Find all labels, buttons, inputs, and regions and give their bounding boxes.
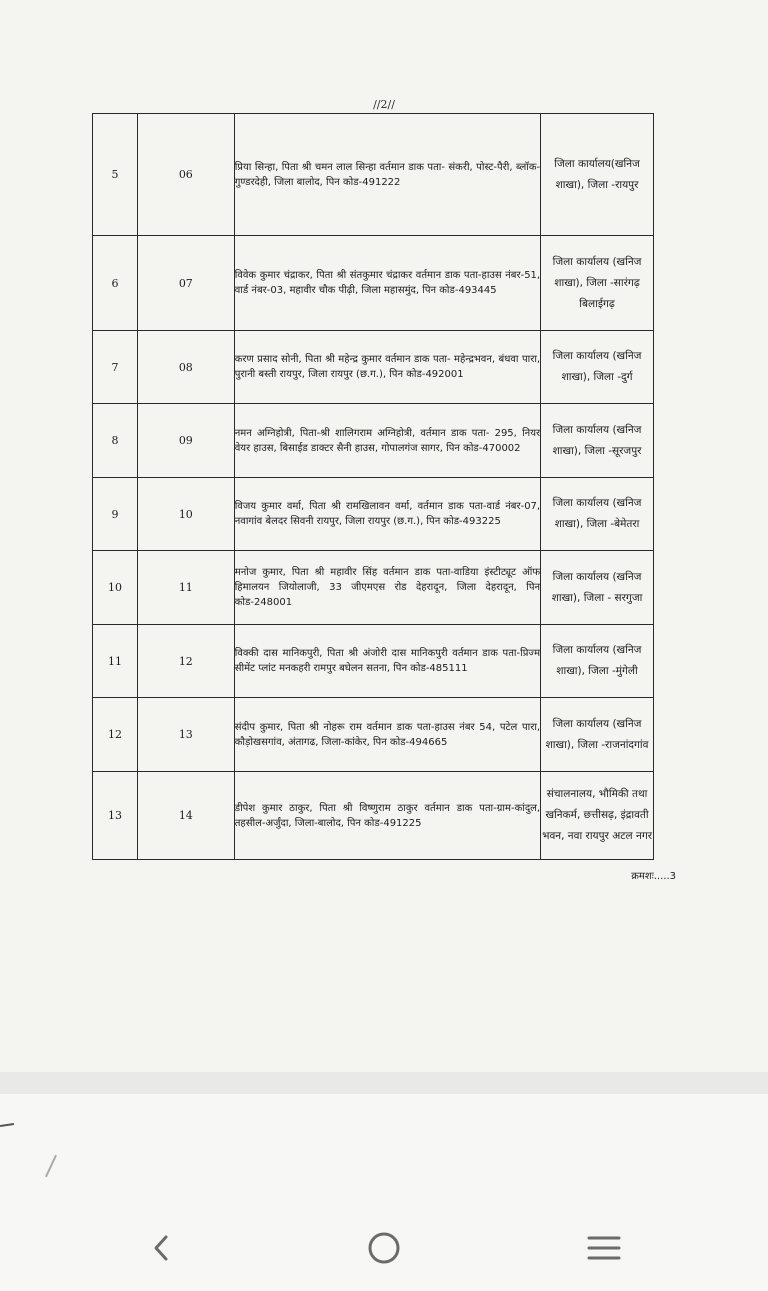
circle-home-icon bbox=[366, 1230, 402, 1266]
candidate-details-cell: करण प्रसाद सोनी, पिता श्री महेन्द्र कुमार वर्तमान डाक पता- महेन्द्रभवन, बंधवा पारा, पुरानी बस्ती रायपुर, जिला रायपुर (छ.ग.), पिन कोड-492001 bbox=[234, 331, 540, 404]
candidate-details-cell: विक्की दास मानिकपुरी, पिता श्री अंजोरी दास मानिकपुरी वर्तमान डाक पता-प्रिज्म सीमेंट प्लांट मनकहरी रामपुर बघेलन सतना, पिन कोड-485111 bbox=[234, 625, 540, 698]
table-row bbox=[93, 551, 654, 625]
office-cell: जिला कार्यालय (खनिज शाखा), जिला -बेमेतरा bbox=[541, 478, 654, 551]
candidate-details-cell: मनोज कुमार, पिता श्री महावीर सिंह वर्तमान डाक पता-वाडिया इंस्टीट्यूट ऑफ हिमालयन जियोलाजी, 33 जीएमएस रोड देहरादून, जिला देहरादून, पिन कोड-248001 bbox=[234, 551, 540, 625]
candidate-details-cell: संदीप कुमार, पिता श्री नोहरू राम वर्तमान डाक पता-हाउस नंबर 54, पटेल पारा, कौड़ोखसगांव, अंतागढ, जिला-कांकेर, पिन कोड-494665 bbox=[234, 698, 540, 772]
table-row bbox=[93, 114, 654, 236]
serial-number-cell: 7 bbox=[93, 331, 138, 404]
serial-number-cell: 13 bbox=[93, 772, 138, 860]
office-cell: जिला कार्यालय(खनिज शाखा), जिला -रायपुर bbox=[541, 114, 654, 236]
recent-apps-button[interactable] bbox=[580, 1224, 628, 1272]
home-button[interactable] bbox=[360, 1224, 408, 1272]
serial-number-cell: 8 bbox=[93, 404, 138, 478]
table-row bbox=[93, 331, 654, 404]
serial-number-cell: 5 bbox=[93, 114, 138, 236]
roll-number-cell: 14 bbox=[137, 772, 234, 860]
candidate-details-cell: विजय कुमार वर्मा, पिता श्री रामखिलावन वर्मा, वर्तमान डाक पता-वार्ड नंबर-07, नवागांव बेलदर सिवनी रायपुर, जिला रायपुर (छ.ग.), पिन कोड-493225 bbox=[234, 478, 540, 551]
office-cell: जिला कार्यालय (खनिज शाखा), जिला - सरगुजा bbox=[541, 551, 654, 625]
office-cell: जिला कार्यालय (खनिज शाखा), जिला -सारंगढ़ बिलाईगढ़ bbox=[541, 236, 654, 331]
candidate-details-cell: नमन अग्निहोत्री, पिता-श्री शालिगराम अग्निहोत्री, वर्तमान डाक पता- 295, नियर वेयर हाउस, बिसाईड डाक्टर सैनी हाउस, गोपालगंज सागर, पिन कोड-470002 bbox=[234, 404, 540, 478]
candidate-details-cell: विवेक कुमार चंद्राकर, पिता श्री संतकुमार चंद्राकर वर्तमान डाक पता-हाउस नंबर-51, वार्ड नंबर-03, महावीर चौक पीढ़ी, जिला महासमुंद, पिन कोड-493445 bbox=[234, 236, 540, 331]
office-cell: जिला कार्यालय (खनिज शाखा), जिला -दुर्ग bbox=[541, 331, 654, 404]
roll-number-cell: 11 bbox=[137, 551, 234, 625]
table-row bbox=[93, 478, 654, 551]
candidate-details-cell: डीपेश कुमार ठाकुर, पिता श्री विष्णुराम ठाकुर वर्तमान डाक पता-ग्राम-कांदुल, तहसील-अर्जुंदा, जिला-बालोद, पिन कोड-491225 bbox=[234, 772, 540, 860]
scan-mark bbox=[45, 1155, 57, 1178]
candidates-table bbox=[92, 113, 654, 860]
serial-number-cell: 9 bbox=[93, 478, 138, 551]
table-row bbox=[93, 772, 654, 860]
serial-number-cell: 6 bbox=[93, 236, 138, 331]
serial-number-cell: 10 bbox=[93, 551, 138, 625]
office-cell: संचालनालय, भौमिकी तथा खनिकर्म, छत्तीसढ़, इंद्रावती भवन, नवा रायपुर अटल नगर bbox=[541, 772, 654, 860]
serial-number-cell: 11 bbox=[93, 625, 138, 698]
roll-number-cell: 13 bbox=[137, 698, 234, 772]
roll-number-cell: 06 bbox=[137, 114, 234, 236]
table-row bbox=[93, 625, 654, 698]
serial-number-cell: 12 bbox=[93, 698, 138, 772]
office-cell: जिला कार्यालय (खनिज शाखा), जिला -राजनांदगांव bbox=[541, 698, 654, 772]
chevron-left-icon bbox=[147, 1233, 177, 1263]
office-cell: जिला कार्यालय (खनिज शाखा), जिला -सूरजपुर bbox=[541, 404, 654, 478]
office-cell: जिला कार्यालय (खनिज शाखा), जिला -मुंगेली bbox=[541, 625, 654, 698]
system-navigation-bar bbox=[0, 1204, 768, 1291]
candidate-details-cell: प्रिया सिन्हा, पिता श्री चमन लाल सिन्हा वर्तमान डाक पता- संकरी, पोस्ट-पैरी, ब्लॉक-गुण्डरदेही, जिला बालोद, पिन कोड-491222 bbox=[234, 114, 540, 236]
roll-number-cell: 09 bbox=[137, 404, 234, 478]
roll-number-cell: 10 bbox=[137, 478, 234, 551]
page-separator bbox=[0, 1072, 768, 1094]
next-page-top bbox=[0, 1094, 768, 1204]
roll-number-cell: 08 bbox=[137, 331, 234, 404]
page-number: //2// bbox=[373, 98, 395, 111]
scan-mark bbox=[0, 1123, 14, 1127]
table-row bbox=[93, 404, 654, 478]
three-lines-menu-icon bbox=[586, 1233, 622, 1263]
table-row bbox=[93, 698, 654, 772]
roll-number-cell: 12 bbox=[137, 625, 234, 698]
back-button[interactable] bbox=[138, 1224, 186, 1272]
roll-number-cell: 07 bbox=[137, 236, 234, 331]
table-row bbox=[93, 236, 654, 331]
continuation-note: क्रमशः.....3 bbox=[631, 871, 676, 882]
